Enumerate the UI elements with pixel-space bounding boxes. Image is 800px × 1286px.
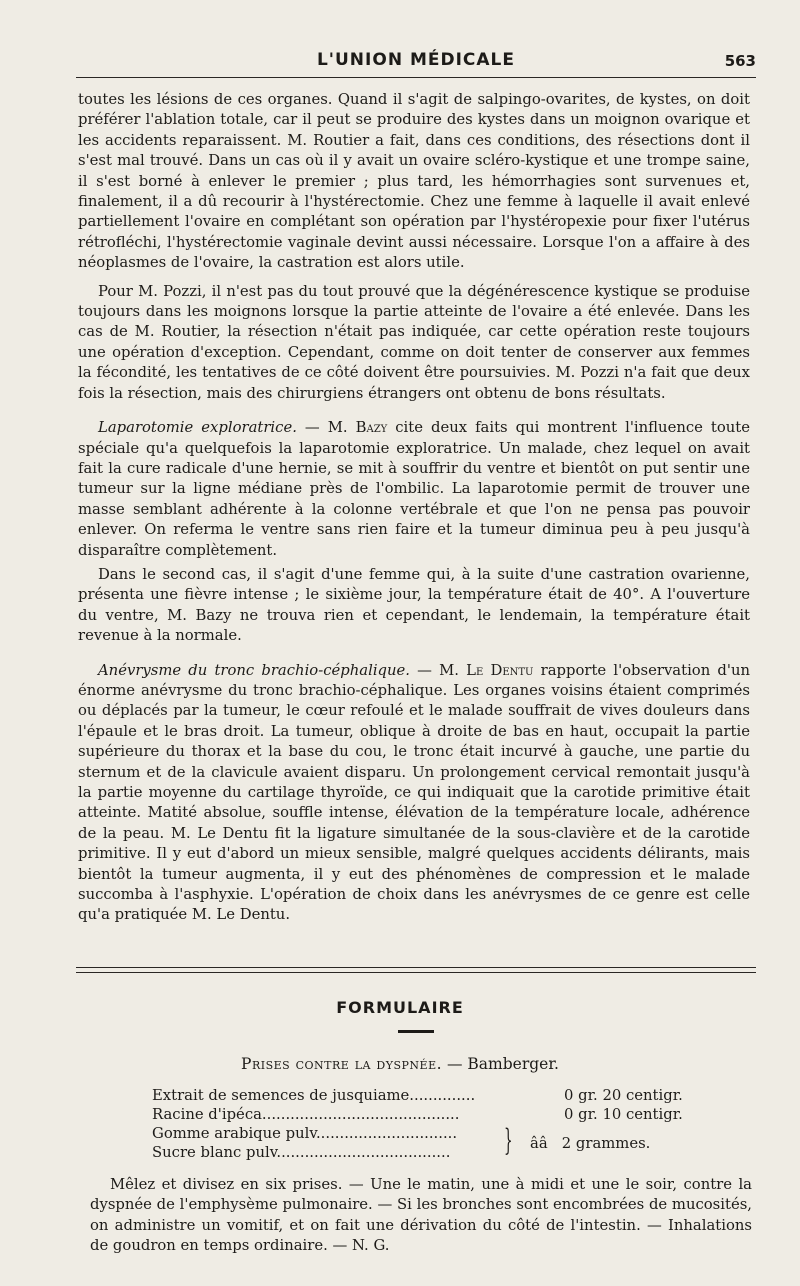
ingredient-row xyxy=(152,1086,712,1105)
shared-quantity-value: 2 grammes. xyxy=(561,1135,651,1152)
section-rule-top xyxy=(76,967,756,968)
ingredient-list xyxy=(152,1086,712,1162)
page-number: 563 xyxy=(724,52,756,70)
laparotomie-paragraph xyxy=(78,418,750,561)
section-rule-bottom xyxy=(76,972,756,973)
prescription-name: Prises contre la dyspnée. xyxy=(241,1055,443,1073)
laparotomie-title: Laparotomie exploratrice. xyxy=(98,419,297,437)
shared-quantity-prefix: ââ xyxy=(530,1135,548,1152)
prescription-author: — Bamberger. xyxy=(442,1055,559,1073)
formulaire-rule xyxy=(398,1030,434,1033)
instructions-paragraph: Mêlez et divisez en six prises. — Une le matin, une à midi et une le soir, contre la dyspnée de l'emphysème pulmonaire. — Si les bronches sont encombrées de mucosités, on administre un vomitif, et on fait une dérivation du côté de l'intestin. — Inhalations de goudron en temps ordinaire. — N. G. xyxy=(90,1176,752,1255)
anevrysme-text: rapporte l'observation d'un énorme anévrysme du tronc brachio-céphalique. Les organes voisins étaient comprimés ou déplacés par la tumeur, le cœur refoulé et le malade souffrait de vives douleurs dans l'épaule et le bras droit. La tumeur, oblique à droite de bas en haut, occupait la partie supérieure du thorax et la base du cou, le tronc était incurvé à gauche, une partie du sternum et de la clavicule avaient disparu. Un prolongement cervical remontait jusqu'à la partie moyenne du cartilage thyroïde, ce qui indiquait que la carotide primitive était atteinte. Matité absolue, souffle intense, élévation de la température locale, adhérence de la peau. M. Le Dentu fit la ligature simultanée de la sous-clavière et de la carotide primitive. Il y eut d'abord un mieux sensible, malgré quelques accidents délirants, mais bientôt la tumeur augmenta, il y eut des phénomènes de compression et le malade succomba à l'asphyxie. L'opération de choix dans les anévrysmes de ce genre est celle qu'a pratiquée M. Le Dentu. xyxy=(78,661,751,924)
article-body xyxy=(78,90,750,926)
ingredient-name: Sucre blanc pulv..................................... xyxy=(152,1144,451,1161)
ingredient-name: Extrait de semences de jusquiame.............. xyxy=(152,1087,476,1104)
laparotomie-dash: — M. xyxy=(296,419,356,437)
anevrysme-author: Le Dentu xyxy=(466,661,534,679)
ingredient-row xyxy=(152,1105,712,1124)
laparotomie-text: cite deux faits qui montrent l'influence toute spéciale qu'a quelquefois la laparotomie exploratrice. Un malade, chez lequel on avait fait la cure radicale d'une hernie, se mit à souffrir du ventre et bientôt on put sentir une tumeur sur la ligne médiane près de l'ombilic. La laparotomie permit de trouver une masse semblant adhérente à la colonne vertébrale et que l'on ne pensa pas pouvoir enlever. On referma le ventre sans rien faire et la tumeur diminua peu à peu jusqu'à disparaître complètement. xyxy=(78,419,750,559)
prescription-instructions xyxy=(90,1175,752,1257)
prescription-title xyxy=(0,1055,800,1073)
ingredient-name: Racine d'ipéca.......................................... xyxy=(152,1106,460,1123)
anevrysme-paragraph xyxy=(78,661,750,926)
continuation-paragraph: toutes les lésions de ces organes. Quand il s'agit de salpingo-ovarites, de kystes, on doit préférer l'ablation totale, car il peut se produire des kystes dans un moignon ovarique et les accidents reparaissent. M. Routier a fait, dans ces conditions, des résections dont il s'est mal trouvé. Dans un cas où il y avait un ovaire scléro-kystique et une trompe saine, il s'est borné à enlever le premier ; plus tard, les hémorrhagies sont survenues et, finalement, il a dû recourir à l'hystérectomie. Chez une femme à laquelle il avait enlevé partiellement l'ovaire en complétant son opération par l'hystéropexie pour fixer l'utérus rétrofléchi, l'hystérectomie vaginale devint aussi nécessaire. Lorsque l'on a affaire à des néoplasmes de l'ovaire, la castration est alors utile. xyxy=(78,91,750,272)
laparotomie-author: Bazy xyxy=(355,419,388,437)
journal-title: L'UNION MÉDICALE xyxy=(316,50,516,70)
anevrysme-title: Anévrysme du tronc brachio-céphalique. xyxy=(98,661,411,679)
ingredient-qty: 0 gr. 10 centigr. xyxy=(564,1106,683,1123)
ingredient-qty: 0 gr. 20 centigr. xyxy=(564,1087,683,1104)
brace-glyph: } xyxy=(504,1123,513,1158)
shared-quantity xyxy=(530,1134,650,1153)
ingredient-name: Gomme arabique pulv.............................. xyxy=(152,1125,458,1142)
laparotomie-second-paragraph: Dans le second cas, il s'agit d'une femme qui, à la suite d'une castration ovarienne, présenta une fièvre intense ; le sixième jour, la température était de 40°. A l'ouverture du ventre, M. Bazy ne trouva rien et cependant, le lendemain, la température était revenue à la normale. xyxy=(78,565,750,645)
header-rule xyxy=(76,77,756,78)
anevrysme-dash: — M. xyxy=(410,661,467,679)
pozzi-paragraph: Pour M. Pozzi, il n'est pas du tout prouvé que la dégénérescence kystique se produise toujours dans les moignons lorsque la partie atteinte de l'ovaire a été enlevée. Dans les cas de M. Routier, la résection n'était pas indiquée, car cette opération reste toujours une opération d'exception. Cependant, comme on doit tenter de conserver aux femmes la fécondité, les tentatives de ce côté doivent être poursuivies. M. Pozzi n'a fait que deux fois la résection, mais des chirurgiens étrangers ont obtenu de bons résultats. xyxy=(78,282,750,402)
page-header xyxy=(76,48,756,72)
formulaire-heading: FORMULAIRE xyxy=(336,998,464,1017)
